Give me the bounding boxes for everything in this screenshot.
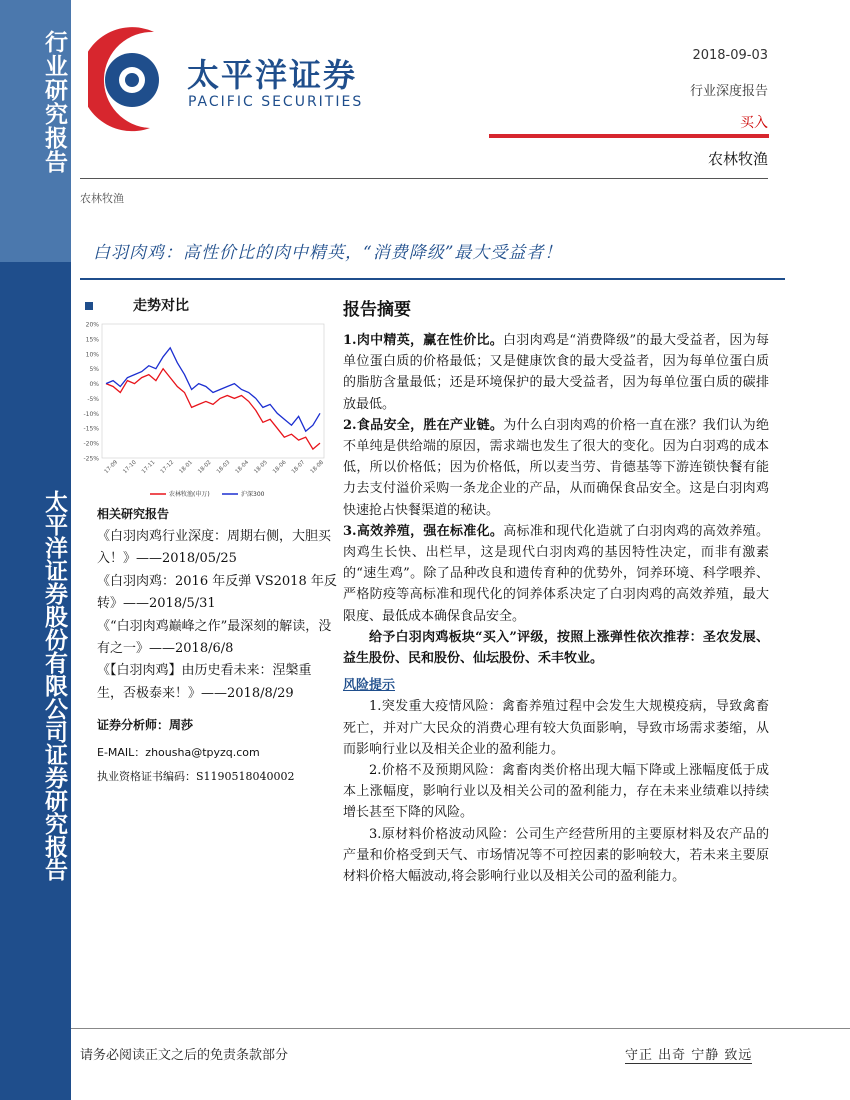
breadcrumb: 农林牧渔 bbox=[80, 192, 124, 205]
summary-paragraph-2 bbox=[343, 415, 769, 521]
footer-divider bbox=[71, 1028, 850, 1029]
report-title: 白羽肉鸡：高性价比的肉中精英，“消费降级”最大受益者！ bbox=[93, 243, 563, 263]
pacific-securities-logo-icon bbox=[88, 18, 168, 138]
legend-label: 农林牧渔(申万) bbox=[169, 491, 210, 498]
sidebar-top-text: 行业研究报告 bbox=[41, 30, 67, 174]
summary-point-2-text: 为什么白羽肉鸡的价格一直在涨？我们认为绝不单纯是供给端的原因，需求端也发生了很大的变化。因为白羽鸡的成本低，所以价格低；因为价格低，所以麦当劳、肯德基等下游连锁快餐有能力去支付溢价采购一条龙企业的产品，从而确保食品安全。这是白羽肉鸡快速抢占快餐渠道的秘诀。 bbox=[343, 417, 769, 518]
y-tick-label: 5% bbox=[89, 366, 99, 374]
sidebar bbox=[0, 0, 71, 1100]
y-tick-label: -15% bbox=[83, 425, 99, 433]
recommendation-text: 给予白羽肉鸡板块“买入”评级，按照上涨弹性依次推荐：圣农发展、益生股份、民和股份、仙坛股份、禾丰牧业。 bbox=[343, 629, 769, 667]
analyst-email[interactable]: E-MAIL：zhousha@tpyzq.com bbox=[97, 746, 260, 759]
industry-label: 农林牧渔 bbox=[707, 150, 768, 168]
related-reports-heading: 相关研究报告 bbox=[97, 507, 170, 521]
analyst-certificate: 执业资格证书编码：S1190518040002 bbox=[97, 770, 295, 783]
brand-name-en: PACIFIC SECURITIES bbox=[188, 94, 364, 110]
x-tick-label: 18-08 bbox=[309, 459, 326, 476]
header-divider bbox=[80, 178, 768, 179]
y-tick-label: -25% bbox=[83, 455, 99, 463]
x-tick-label: 18-02 bbox=[197, 459, 213, 476]
y-tick-label: -10% bbox=[83, 410, 99, 418]
title-divider bbox=[80, 278, 785, 280]
y-tick-label: 20% bbox=[85, 321, 99, 329]
related-report-item[interactable]: 《白羽肉鸡行业深度：周期右侧，大胆买入！》——2018/05/25 bbox=[97, 529, 332, 567]
footer-motto: 守正 出奇 宁静 致远 bbox=[625, 1044, 752, 1064]
risk-item-3: 3.原材料价格波动风险：公司生产经营所用的主要原材料及农产品的产量和价格受到天气、市场情况等不可控因素的影响较大，若未来主要原材料价格大幅波动,将会影响行业以及相关公司的盈利能力。 bbox=[343, 826, 769, 885]
legend-label: 沪深300 bbox=[241, 491, 265, 498]
summary-point-1-title: 1.肉中精英，赢在性价比。 bbox=[343, 333, 503, 348]
x-tick-label: 17-11 bbox=[140, 459, 157, 476]
recommendation bbox=[343, 627, 769, 669]
report-type: 行业深度报告 bbox=[689, 84, 768, 99]
header-red-bar bbox=[489, 134, 769, 138]
summary-body bbox=[343, 330, 769, 887]
summary-point-2-title: 2.食品安全，胜在产业链。 bbox=[343, 417, 504, 433]
x-tick-label: 18-07 bbox=[290, 459, 307, 476]
summary-paragraph-3 bbox=[343, 521, 769, 627]
y-tick-label: 15% bbox=[85, 336, 99, 344]
sidebar-bottom-text: 太平洋证券股份有限公司证券研究报告 bbox=[41, 490, 67, 881]
analyst-name: 证券分析师：周莎 bbox=[97, 718, 194, 732]
x-tick-label: 18-06 bbox=[272, 459, 288, 476]
footer-disclaimer: 请务必阅读正文之后的免责条款部分 bbox=[80, 1048, 289, 1063]
series-line-0 bbox=[106, 369, 320, 449]
chart-frame bbox=[102, 324, 324, 458]
y-tick-label: -20% bbox=[83, 440, 99, 448]
risk-item-1: 1.突发重大疫情风险：禽畜养殖过程中会发生大规模疫病，导致禽畜死亡，并对广大民众的消费心理有较大负面影响，导致市场需求萎缩，从而影响行业以及相关企业的盈利能力。 bbox=[343, 699, 769, 757]
series-line-1 bbox=[106, 348, 320, 431]
risk-item-2: 2.价格不及预期风险：禽畜肉类价格出现大幅下降或上涨幅度低于成本上涨幅度，影响行业以及相关公司的盈利能力，存在未来业绩难以持续增长甚至下降的风险。 bbox=[343, 763, 769, 821]
x-tick-label: 18-05 bbox=[253, 459, 269, 476]
summary-point-3-text: 高标准和现代化造就了白羽肉鸡的高效养殖。肉鸡生长快、出栏早，这是现代白羽肉鸡的基因特性决定，而非有激素的“速生鸡”。除了品种改良和遗传育种的优势外，饲养环境、科学喂养、严格防疫等高标准和现代化的饲养体系决定了白羽肉鸡的高效养殖，最大限度、最低成本确保食品安全。 bbox=[343, 523, 769, 624]
y-tick-label: -5% bbox=[87, 395, 99, 403]
y-tick-label: 0% bbox=[89, 381, 99, 389]
related-report-item[interactable]: 《【白羽肉鸡】由历史看未来：涅槃重生，否极泰来！》——2018/8/29 bbox=[97, 663, 312, 701]
trend-heading: 走势对比 bbox=[133, 298, 189, 314]
report-date: 2018-09-03 bbox=[692, 48, 768, 63]
related-reports-list bbox=[97, 526, 337, 705]
bullet-square-icon bbox=[85, 302, 93, 310]
summary-heading: 报告摘要 bbox=[343, 300, 411, 320]
summary-point-3-title: 3.高效养殖，强在标准化。 bbox=[343, 523, 504, 539]
y-tick-label: 10% bbox=[85, 351, 99, 359]
rating: 买入 bbox=[740, 115, 768, 131]
x-tick-label: 17-09 bbox=[103, 459, 120, 476]
x-tick-label: 18-03 bbox=[215, 459, 232, 476]
summary-paragraph-1 bbox=[343, 330, 769, 415]
related-report-item[interactable]: 《白羽肉鸡：2016 年反弹 VS2018 年反转》——2018/5/31 bbox=[97, 573, 337, 612]
related-report-item[interactable]: 《“白羽肉鸡巅峰之作”最深刻的解读，没有之一》——2018/6/8 bbox=[97, 618, 332, 657]
trend-chart bbox=[80, 318, 330, 508]
risk-heading[interactable]: 风险提示 bbox=[343, 678, 396, 694]
summary-point-1-text: 白羽肉鸡是“消费降级”的最大受益者，因为每单位蛋白质的价格最低；又是健康饮食的最大受益者，因为每单位蛋白质的脂肪含量最低；还是环境保护的最大受益者，因为每单位蛋白质的碳排放最低。 bbox=[343, 333, 769, 412]
brand-name-cn: 太平洋证券 bbox=[187, 56, 358, 94]
x-tick-label: 17-10 bbox=[122, 459, 138, 476]
x-tick-label: 18-04 bbox=[234, 459, 251, 476]
x-tick-label: 17-12 bbox=[159, 459, 176, 476]
x-tick-label: 18-01 bbox=[178, 459, 194, 476]
